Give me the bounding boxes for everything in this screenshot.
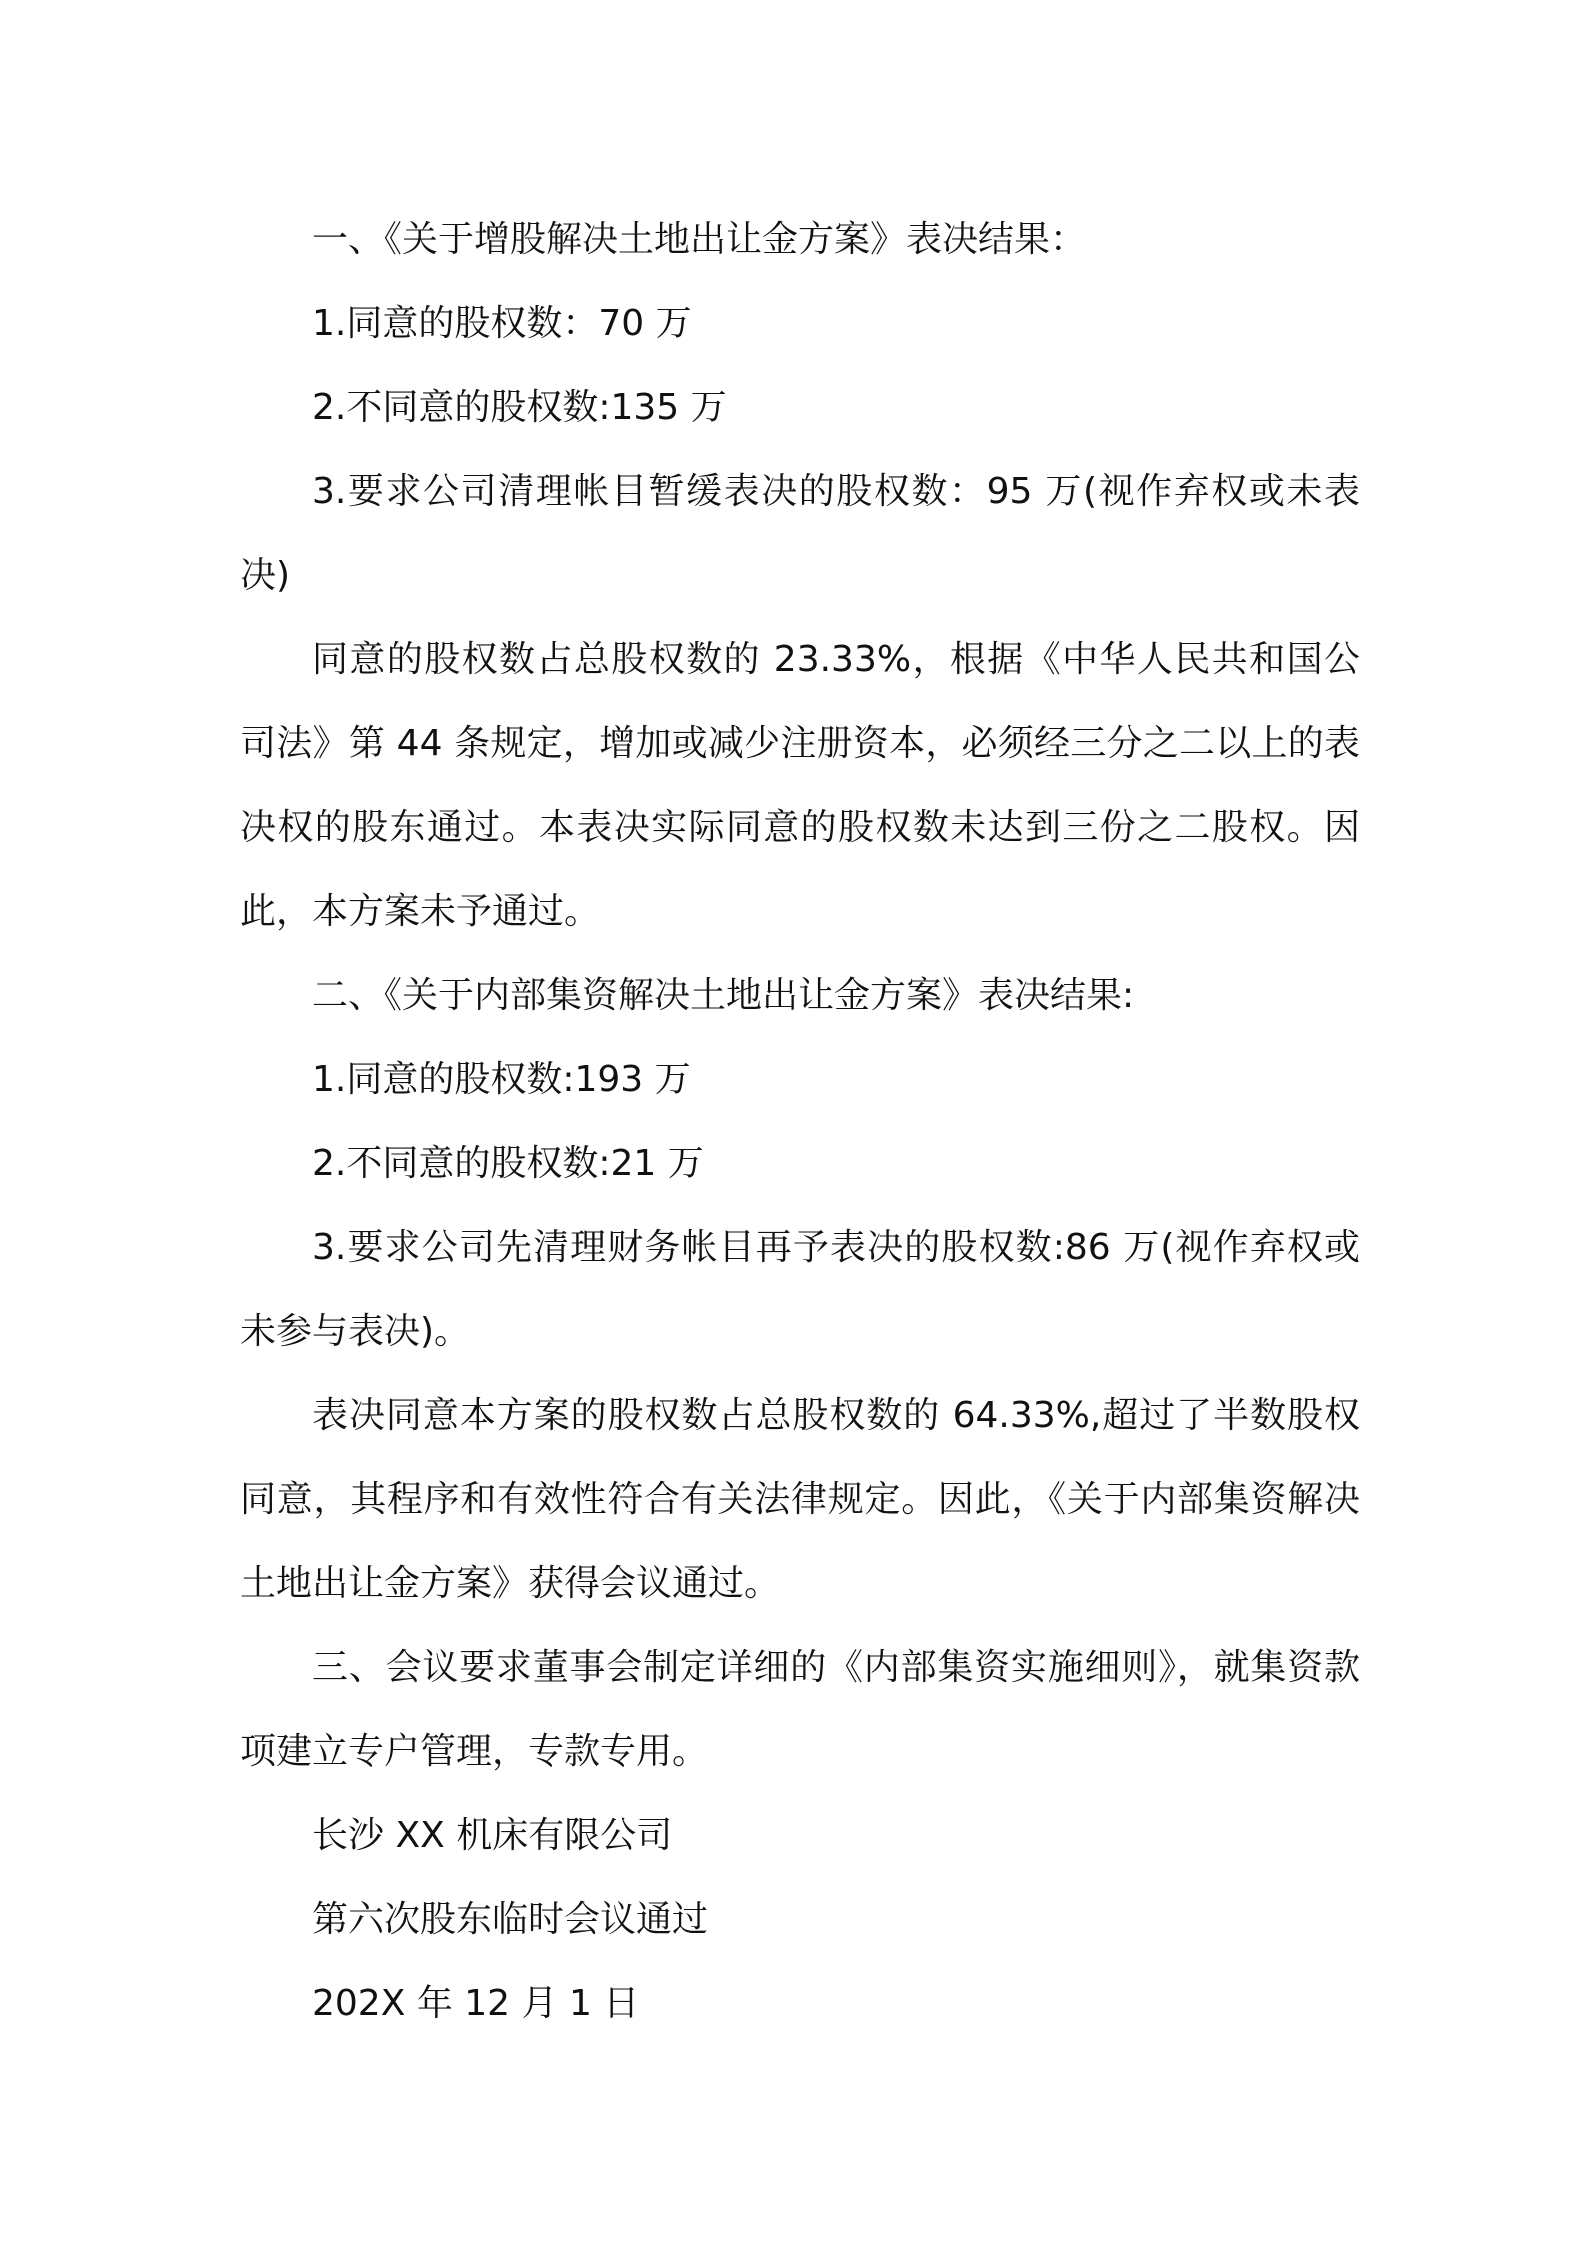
section-1-item-disagree: 2.不同意的股权数:135 万 bbox=[312, 387, 727, 428]
document-body bbox=[240, 198, 1360, 2046]
section-1-item-postpone: 3.要求公司清理帐目暂缓表决的股权数：95 万(视作弃权或未表决) bbox=[240, 471, 1360, 596]
section-1-conclusion: 同意的股权数占总股权数的 23.33%，根据《中华人民共和国公司法》第 44 条规定，增加或减少注册资本，必须经三分之二以上的表决权的股东通过。本表决实际同意的股权数未达到三份之二股权。因此，本方案未予通过。 bbox=[240, 639, 1360, 932]
signature-meeting: 第六次股东临时会议通过 bbox=[312, 1899, 709, 1940]
section-2-item-agree: 1.同意的股权数:193 万 bbox=[312, 1059, 691, 1100]
section-2-heading: 二、《关于内部集资解决土地出让金方案》表决结果: bbox=[312, 975, 1135, 1016]
section-2-item-postpone: 3.要求公司先清理财务帐目再予表决的股权数:86 万(视作弃权或未参与表决)。 bbox=[240, 1227, 1360, 1352]
section-3-requirement: 三、会议要求董事会制定详细的《内部集资实施细则》，就集资款项建立专户管理，专款专用。 bbox=[240, 1647, 1360, 1772]
signature-date: 202X 年 12 月 1 日 bbox=[312, 1983, 640, 2024]
section-1-item-agree: 1.同意的股权数：70 万 bbox=[312, 303, 692, 344]
section-2-conclusion: 表决同意本方案的股权数占总股权数的 64.33%,超过了半数股权同意，其程序和有效性符合有关法律规定。因此，《关于内部集资解决土地出让金方案》获得会议通过。 bbox=[240, 1395, 1360, 1604]
signature-company: 长沙 XX 机床有限公司 bbox=[312, 1815, 673, 1856]
section-2-item-disagree: 2.不同意的股权数:21 万 bbox=[312, 1143, 704, 1184]
section-1-heading: 一、《关于增股解决土地出让金方案》表决结果： bbox=[312, 219, 1087, 260]
